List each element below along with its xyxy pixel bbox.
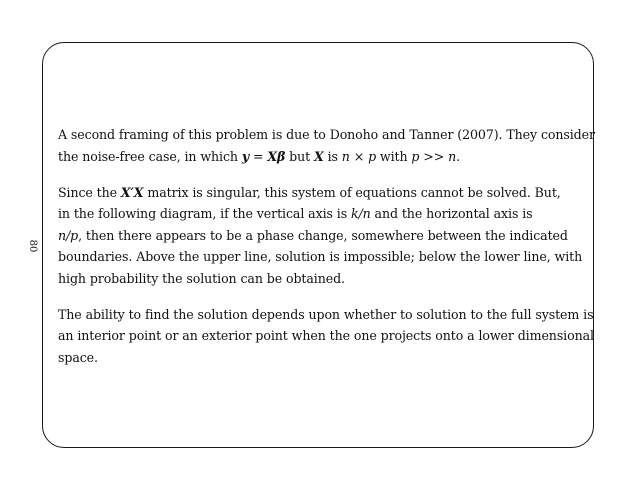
math-x-beta: Xβ bbox=[267, 148, 286, 164]
paragraph-phase-change bbox=[58, 182, 588, 290]
math-x: X bbox=[314, 148, 324, 164]
text-line: in the following diagram, if the vertical axis is k/n and the horizontal axis is bbox=[58, 206, 533, 221]
text-line: The ability to find the solution depends upon whether to solution to the full system is bbox=[58, 306, 594, 322]
math-n: n bbox=[341, 148, 350, 164]
text-line: high probability the solution can be obtained. bbox=[58, 270, 345, 286]
text-line: n/p, then there appears to be a phase change, somewhere between the indicated bbox=[58, 227, 568, 243]
math-n-over-p: n/p bbox=[58, 227, 79, 243]
text-line: space. bbox=[58, 349, 98, 365]
text-line: boundaries. Above the upper line, solution is impossible; below the lower line, with bbox=[58, 249, 583, 264]
text-line: an interior point or an exterior point when the one projects onto a lower dimensional bbox=[58, 328, 594, 343]
math-y: y bbox=[241, 148, 250, 164]
math-p: p bbox=[411, 148, 420, 164]
math-n: n bbox=[448, 148, 457, 164]
paragraph-interior-point bbox=[58, 304, 594, 369]
slide-content bbox=[58, 124, 595, 368]
math-k-over-n: k/n bbox=[350, 206, 371, 221]
text-line: Since the X′X matrix is singular, this system of equations cannot be solved. But, bbox=[58, 184, 561, 200]
math-p: p bbox=[368, 148, 377, 164]
math-x-prime-x: X′X bbox=[120, 184, 144, 200]
paragraph-donoho-tanner bbox=[58, 124, 595, 167]
text-line: A second framing of this problem is due to Donoho and Tanner (2007). They consider bbox=[58, 127, 595, 142]
text-line: the noise-free case, in which y = Xβ but X is n × p with p >> n. bbox=[58, 148, 461, 164]
page-number: 80 bbox=[27, 239, 38, 253]
